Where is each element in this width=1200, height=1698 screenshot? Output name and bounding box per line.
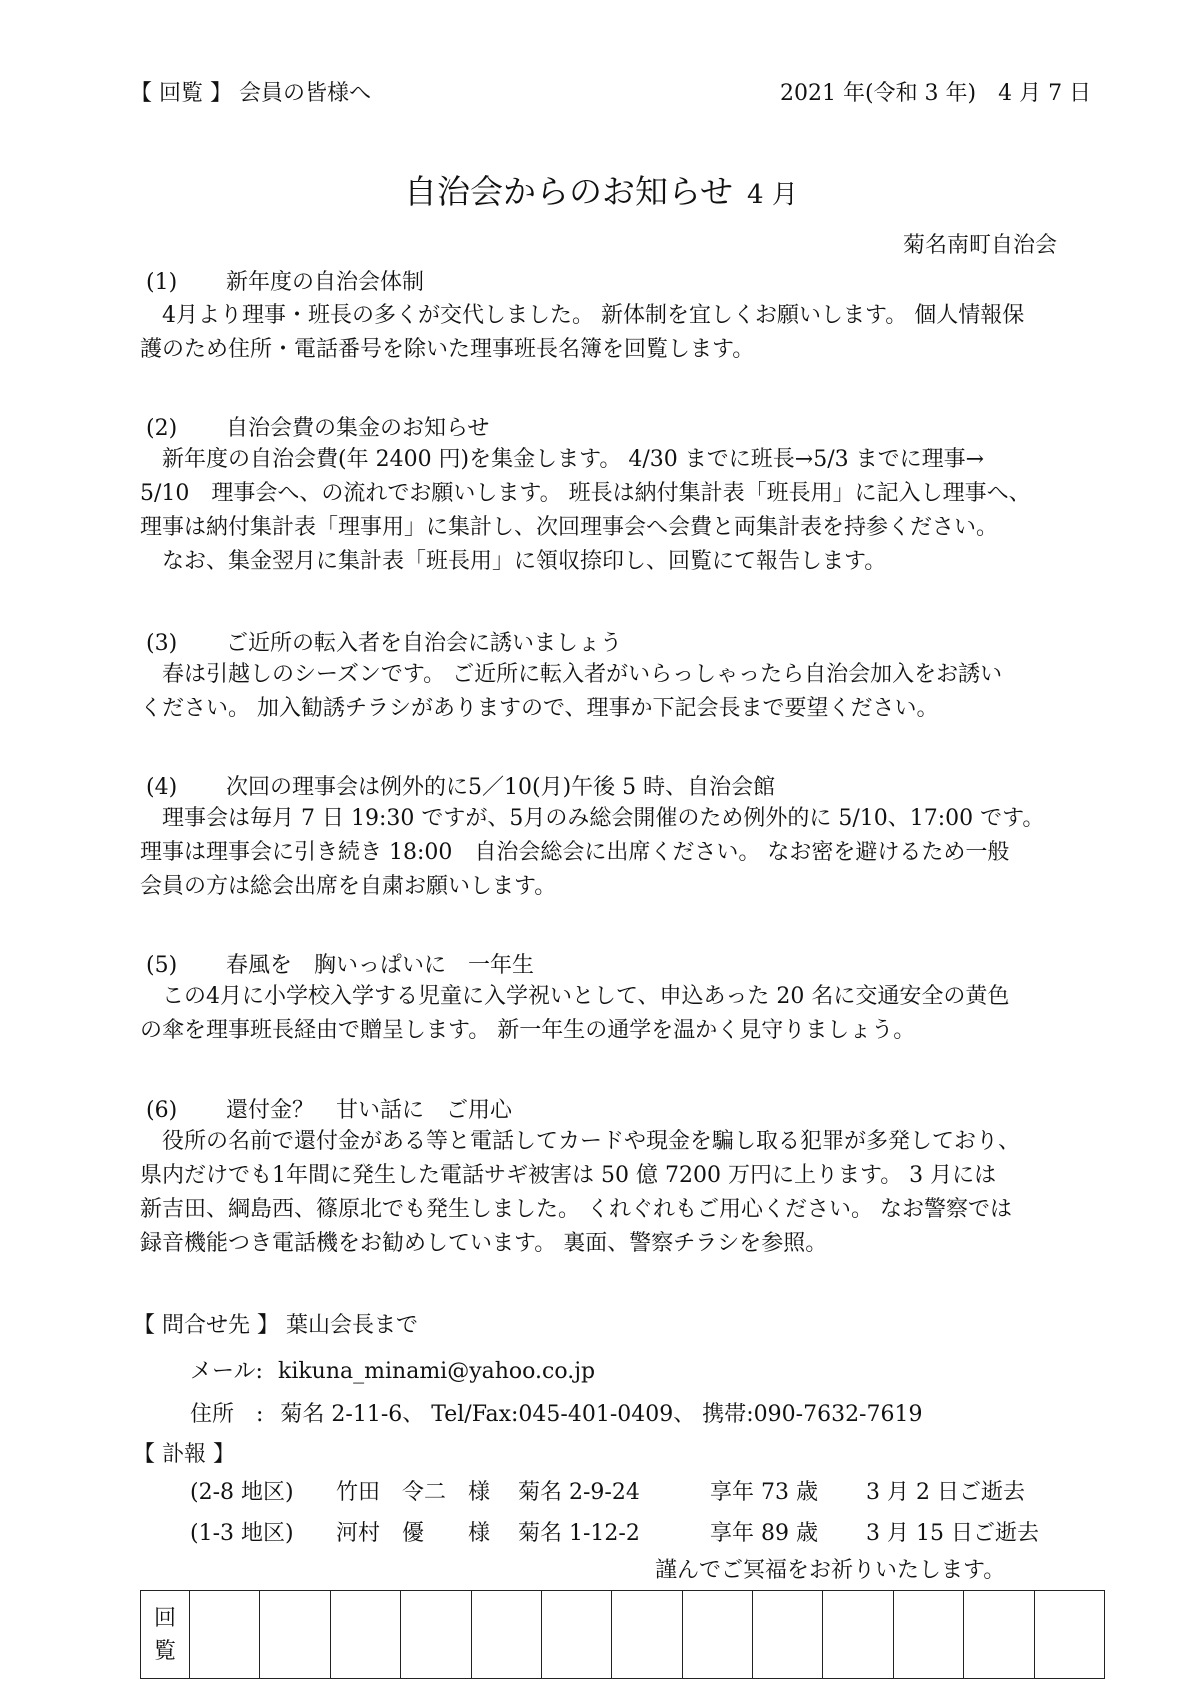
obituary-date: 3 月 2 日ご逝去 [866,1480,1025,1505]
stamp-cell[interactable] [190,1591,260,1679]
stamp-cell[interactable] [1034,1591,1105,1679]
stamp-cell[interactable] [823,1591,893,1679]
circulation-stamp-table [140,1590,1105,1679]
address-text: 菊名 2-11-6、 Tel/Fax:045-401-0409、 携帯:090-7632-7619 [280,1402,923,1427]
title-month: 4 月 [747,180,798,210]
body-line: 5/10 理事会へ、の流れでお願いします。 班長は納付集計表「班長用」に記入し理事へ、 [140,481,1031,506]
condolence-text: 謹んでご冥福をお祈りいたします。 [655,1558,1006,1583]
body-line: 理事会は毎月 7 日 19:30 ですが、5月のみ総会開催のため例外的に 5/10、17:00 です。 [140,806,1045,831]
circulation-label-cell [141,1591,190,1679]
email-link[interactable]: kikuna_minami@yahoo.co.jp [277,1359,596,1384]
stamp-cell[interactable] [330,1591,400,1679]
obituary-address: 菊名 1-12-2 [518,1521,640,1546]
stamp-cell[interactable] [260,1591,330,1679]
section-number: (3) [146,631,178,656]
stamp-cell[interactable] [612,1591,682,1679]
section-3-body [140,658,1090,726]
body-line: 理事は納付集計表「理事用」に集計し、次回理事会へ会費と両集計表を持参ください。 [140,515,999,540]
obituary-entry [0,1475,1200,1505]
issue-date: 2021 年(令和 3 年) 4 月 7 日 [780,81,1092,106]
stamp-cell[interactable] [893,1591,963,1679]
mail-label: メール: [190,1359,263,1384]
body-line: 4月より理事・班長の多くが交代しました。 新体制を宜しくお願いします。 個人情報保 [140,303,1025,328]
section-number: (5) [146,953,178,978]
body-line: この4月に小学校入学する児童に入学祝いとして、申込あった 20 名に交通安全の黄色 [140,984,1010,1009]
circulation-label-bottom: 覧 [153,1638,176,1664]
section-3-heading [146,626,622,657]
title-main: 自治会からのお知らせ [404,172,734,211]
obituary-entry [0,1516,1200,1546]
body-line: 県内だけでも1年間に発生した電話サギ被害は 50 億 7200 万円に上ります。 3 月には [140,1163,997,1188]
body-line: 会員の方は総会出席を自粛お願いします。 [140,874,557,899]
body-line: 理事は理事会に引き続き 18:00 自治会総会に出席ください。 なお密を避けるため一般 [140,840,1010,865]
page-title [404,166,798,213]
stamp-cell[interactable] [541,1591,611,1679]
obituary-district: (1-3 地区) [190,1521,294,1546]
section-number: (1) [146,270,178,295]
section-number: (2) [146,416,178,441]
body-line: なお、集金翌月に集計表「班長用」に領収捺印し、回覧にて報告します。 [140,549,887,574]
stamp-cell[interactable] [401,1591,471,1679]
section-5-body [140,980,1090,1048]
obituary-age: 享年 73 歳 [710,1480,818,1505]
contact-heading: 【 問合せ先 】 葉山会長まで [133,1313,418,1338]
body-line: 護のため住所・電話番号を除いた理事班長名簿を回覧します。 [140,337,755,362]
obituary-heading: 【 訃報 】 [133,1442,235,1467]
section-title: 次回の理事会は例外的に5／10(月)午後 5 時、自治会館 [226,775,776,800]
section-title: 還付金？ 甘い話に ご用心 [226,1098,513,1123]
section-2-heading [146,411,489,442]
obituary-address: 菊名 2-9-24 [518,1480,640,1505]
section-5-heading [146,948,534,979]
stamp-cell[interactable] [753,1591,823,1679]
obituary-name: 河村 優 様 [336,1521,491,1546]
body-line: の傘を理事班長経由で贈呈します。 新一年生の通学を温かく見守りましょう。 [140,1018,916,1043]
section-title: ご近所の転入者を自治会に誘いましょう [226,631,623,656]
section-1-heading [146,265,424,296]
body-line: 録音機能つき電話機をお勧めしています。 裏面、警察チラシを参照。 [140,1231,828,1256]
section-4-heading [146,770,775,801]
obituary-age: 享年 89 歳 [710,1521,818,1546]
section-1-body [140,299,1090,367]
body-line: 新吉田、綱島西、篠原北でも発生しました。 くれぐれもご用心ください。 なお警察では [140,1197,1012,1222]
body-line: 役所の名前で還付金がある等と電話してカードや現金を騙し取る犯罪が多発しており、 [140,1129,1021,1154]
contact-address-row [190,1397,922,1428]
circulation-header: 【 回覧 】 会員の皆様へ [130,81,371,106]
address-label: 住所 : [190,1402,264,1427]
body-line: 新年度の自治会費(年 2400 円)を集金します。 4/30 までに班長→5/3 までに理事→ [140,447,985,472]
section-title: 自治会費の集金のお知らせ [226,416,490,441]
contact-mail-row [190,1354,595,1385]
section-number: (4) [146,775,178,800]
obituary-name: 竹田 令二 様 [336,1480,491,1505]
body-line: ください。 加入勧誘チラシがありますので、理事か下記会長まで要望ください。 [140,696,939,721]
section-title: 春風を 胸いっぱいに 一年生 [226,953,535,978]
section-number: (6) [146,1098,178,1123]
section-6-body [140,1125,1090,1261]
section-2-body [140,443,1090,579]
section-4-body [140,802,1090,904]
body-line: 春は引越しのシーズンです。 ご近所に転入者がいらっしゃったら自治会加入をお誘い [140,662,1003,687]
stamp-cell[interactable] [682,1591,752,1679]
stamp-cell[interactable] [964,1591,1034,1679]
obituary-district: (2-8 地区) [190,1480,294,1505]
section-title: 新年度の自治会体制 [226,270,425,295]
obituary-date: 3 月 15 日ご逝去 [866,1521,1039,1546]
section-6-heading [146,1093,512,1124]
circulation-label-top: 回 [153,1605,176,1631]
organization-name: 菊名南町自治会 [903,233,1058,258]
stamp-cell[interactable] [471,1591,541,1679]
